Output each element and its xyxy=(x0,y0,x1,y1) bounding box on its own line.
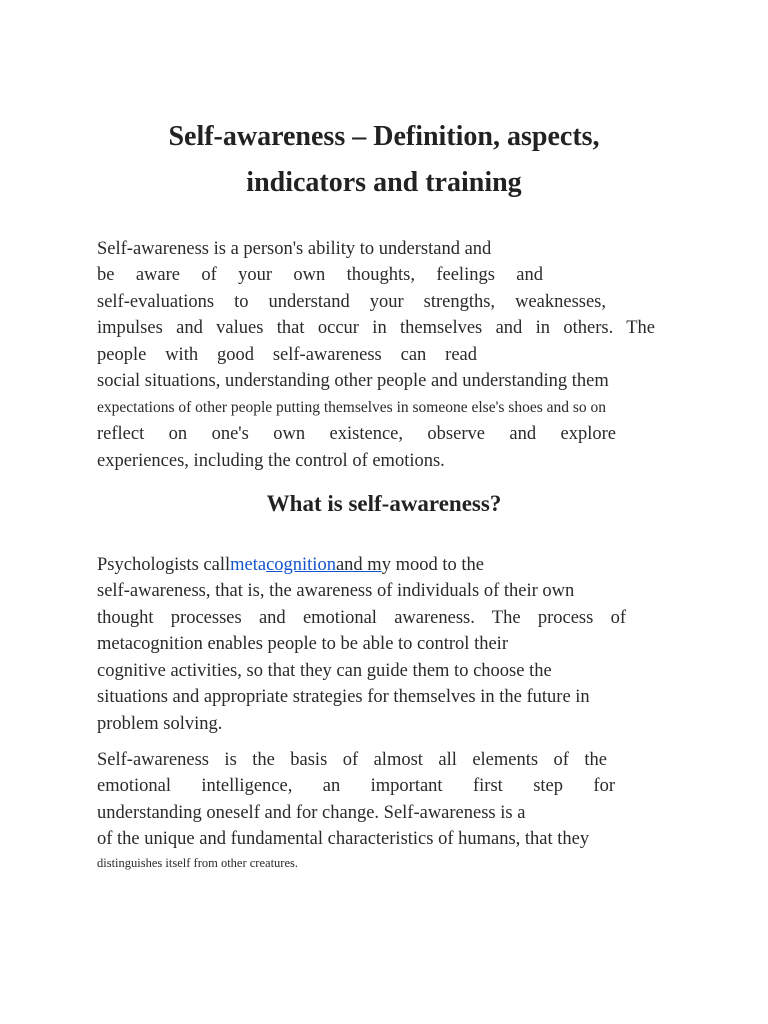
metacognition-link[interactable] xyxy=(230,555,336,575)
intro-line: reflect on one's own existence, observe and explore xyxy=(97,424,616,444)
para2-line: cognitive activities, so that they can guide them to choose the xyxy=(97,661,552,681)
para2-line: situations and appropriate strategies for themselves in the future in xyxy=(97,687,590,707)
intro-line: self-evaluations to understand your strengths, weaknesses, xyxy=(97,292,606,312)
para3-line: distinguishes itself from other creatures. xyxy=(97,856,298,870)
intro-line: be aware of your own thoughts, feelings and xyxy=(97,265,543,285)
intro-line: expectations of other people putting themselves in someone else's shoes and so on xyxy=(97,399,607,416)
para2-line: metacognition enables people to be able to control their xyxy=(97,634,508,654)
section-heading: What is self-awareness? xyxy=(266,491,502,516)
title-line: indicators and training xyxy=(246,167,522,198)
document-title xyxy=(60,114,708,206)
intro-line: social situations, understanding other people and understanding them xyxy=(97,371,609,391)
para2-first-line xyxy=(97,552,484,578)
para2-text: y mood to the xyxy=(381,555,484,575)
para2-line: thought processes and emotional awareness. The process of xyxy=(97,608,626,628)
para3-line: emotional intelligence, an important first step for xyxy=(97,776,615,796)
para2-line: self-awareness, that is, the awareness of individuals of their own xyxy=(97,581,575,601)
link-text: cognition xyxy=(266,555,336,575)
para2-line: problem solving. xyxy=(97,714,223,734)
intro-line: people with good self-awareness can read xyxy=(97,345,477,365)
link-text: meta xyxy=(230,555,267,575)
para3-line: understanding oneself and for change. Self-awareness is a xyxy=(97,803,526,823)
intro-line: impulses and values that occur in themselves and in others. The xyxy=(97,318,655,338)
title-line: Self-awareness – Definition, aspects, xyxy=(168,121,600,152)
para2-text: Psychologists call xyxy=(97,555,231,575)
para2-text: and m xyxy=(335,555,382,575)
para3-line: of the unique and fundamental characteristics of humans, that they xyxy=(97,829,590,849)
intro-line: experiences, including the control of emotions. xyxy=(97,451,445,471)
intro-line: Self-awareness is a person's ability to understand and xyxy=(97,239,492,259)
para3-line: Self-awareness is the basis of almost all elements of the xyxy=(97,750,607,770)
